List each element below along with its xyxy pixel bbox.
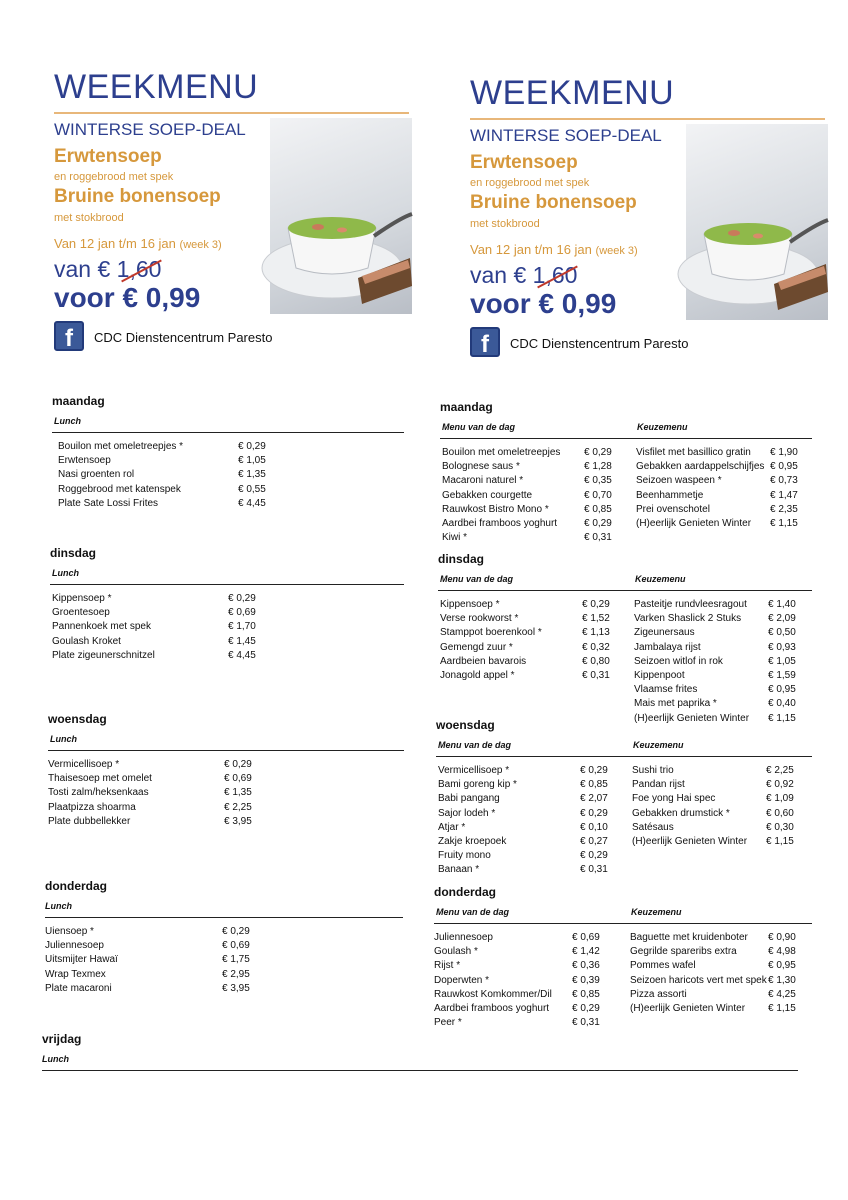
item-price: € 0,29	[222, 926, 250, 937]
item-name: Seizoen witlof in rok	[634, 655, 723, 667]
item-price: € 0,30	[766, 821, 794, 833]
item-name: Sushi trio	[632, 765, 674, 776]
item-name: Goulash *	[434, 946, 478, 958]
item-name: Zigeunersaus	[634, 627, 695, 639]
divider	[440, 438, 812, 439]
item-price: € 1,30	[768, 974, 796, 986]
day-name: dinsdag	[438, 552, 485, 566]
item-name: Seizoen waspeen *	[636, 475, 722, 487]
lunch-header: Lunch	[54, 416, 81, 426]
item-price: € 1,05	[238, 455, 266, 467]
item-name: Gebakken drumstick *	[632, 807, 730, 819]
day-name: woensdag	[48, 712, 107, 726]
lunch-header: Lunch	[42, 1054, 69, 1064]
old-price-value: 1,60	[532, 262, 578, 288]
item-name: Tosti zalm/heksenkaas	[48, 787, 149, 799]
item-name: Rauwkost Bistro Mono *	[442, 503, 549, 515]
item-name: Stamppot boerenkool *	[440, 627, 542, 639]
day-name: donderdag	[45, 879, 107, 893]
item-name: Plate macaroni	[45, 982, 112, 994]
item-name: Bouilon met omeletreepjes *	[58, 441, 184, 452]
divider	[45, 917, 403, 918]
divider	[434, 923, 812, 924]
lunch-header: Lunch	[50, 734, 77, 744]
soup2-sub: met stokbrood	[470, 218, 540, 230]
item-name: Pommes wafel	[630, 960, 696, 972]
menu-header: Menu van de dag	[440, 574, 514, 584]
item-name: Kiwi *	[442, 532, 468, 544]
item-price: € 0,31	[582, 669, 610, 681]
item-price: € 0,29	[584, 447, 612, 458]
item-price: € 2,95	[222, 968, 250, 980]
divider	[54, 112, 409, 114]
item-price: € 0,10	[580, 821, 608, 833]
item-name: (H)eerlijk Genieten Winter	[634, 712, 750, 724]
item-price: € 0,92	[766, 779, 794, 791]
item-price: € 2,09	[768, 613, 796, 625]
period-dates: Van 12 jan t/m 16 jan	[470, 242, 592, 257]
item-price: € 1,59	[768, 669, 796, 681]
item-price: € 0,32	[582, 641, 610, 653]
item-price: € 1,13	[582, 627, 610, 639]
old-price-label: van €	[470, 262, 527, 288]
item-price: € 0,69	[222, 940, 250, 952]
item-name: Fruity mono	[438, 850, 491, 862]
item-price: € 1,15	[768, 712, 796, 724]
item-name: Banaan *	[438, 864, 480, 876]
item-price: € 4,25	[768, 988, 796, 1000]
divider	[52, 432, 404, 433]
item-name: Gegrilde spareribs extra	[630, 946, 737, 958]
item-name: Atjar *	[438, 821, 466, 833]
item-price: € 0,29	[580, 765, 608, 776]
item-price: € 1,52	[582, 613, 610, 625]
soup-photo	[686, 124, 828, 320]
item-name: Pandan rijst	[632, 779, 685, 791]
item-price: € 0,93	[768, 641, 796, 653]
facebook-icon[interactable]: f	[470, 327, 500, 357]
item-name: Bolognese saus *	[442, 461, 520, 473]
item-price: € 0,69	[572, 932, 600, 943]
item-name: Baguette met kruidenboter	[630, 932, 748, 943]
item-price: € 1,35	[238, 469, 266, 481]
item-name: Uitsmijter Hawaï	[45, 954, 118, 966]
item-price: € 0,95	[770, 461, 798, 473]
item-price: € 0,29	[572, 1002, 600, 1014]
item-name: Varken Shaslick 2 Stuks	[634, 613, 742, 625]
item-name: Kippensoep *	[52, 593, 112, 604]
item-name: Seizoen haricots vert met spek	[630, 974, 767, 986]
item-price: € 1,90	[770, 447, 798, 458]
lunch-header: Lunch	[45, 901, 72, 911]
item-price: € 0,29	[224, 759, 252, 770]
item-price: € 0,73	[770, 475, 798, 487]
item-price: € 0,50	[768, 627, 796, 639]
item-price: € 0,31	[584, 532, 612, 544]
item-name: Aardbei framboos yoghurt	[434, 1002, 550, 1014]
item-price: € 0,29	[584, 517, 612, 529]
old-price-label: van €	[54, 256, 111, 282]
soup1-sub: en roggebrood met spek	[470, 177, 590, 189]
day-name: donderdag	[434, 885, 496, 899]
item-name: Aardbeien bavarois	[440, 655, 527, 667]
item-price: € 2,25	[224, 801, 252, 813]
item-price: € 0,70	[584, 489, 612, 501]
page-title: WEEKMENU	[54, 68, 259, 106]
menu-header: Menu van de dag	[438, 740, 512, 750]
day-name: maandag	[52, 394, 105, 408]
item-name: Prei ovenschotel	[636, 503, 710, 515]
item-price: € 1,47	[770, 489, 798, 501]
item-name: Jonagold appel *	[440, 669, 515, 681]
item-price: € 4,98	[768, 946, 796, 958]
item-name: Pasteitje rundvleesragout	[634, 599, 747, 610]
item-price: € 0,80	[582, 655, 610, 667]
new-price: voor € 0,99	[54, 282, 201, 313]
period-week: (week 3)	[595, 245, 638, 257]
day-name: vrijdag	[42, 1032, 82, 1046]
item-name: Vlaamse frites	[634, 684, 698, 696]
item-name: Thaisesoep met omelet	[48, 773, 152, 785]
item-name: Doperwten *	[434, 974, 490, 986]
item-name: Satésaus	[632, 821, 674, 833]
item-name: Beenhammetje	[636, 489, 704, 501]
item-price: € 2,35	[770, 503, 798, 515]
divider	[438, 590, 812, 591]
item-name: Verse rookworst *	[440, 613, 519, 625]
item-name: Gebakken aardappelschijfjes	[636, 461, 765, 473]
item-price: € 0,69	[228, 607, 256, 619]
item-name: Jambalaya rijst	[634, 641, 701, 653]
item-price: € 1,75	[222, 954, 250, 966]
item-price: € 0,31	[572, 1017, 600, 1029]
item-name: Sajor lodeh *	[438, 807, 496, 819]
item-name: Peer *	[434, 1017, 462, 1029]
period	[470, 242, 638, 257]
item-price: € 1,70	[228, 621, 256, 633]
item-name: Goulash Kroket	[52, 635, 121, 647]
item-name: Nasi groenten rol	[58, 469, 135, 481]
item-price: € 1,05	[768, 655, 796, 667]
item-name: Plate Sate Lossi Frites	[58, 497, 159, 509]
item-name: Erwtensoep	[58, 455, 111, 467]
item-price: € 1,35	[224, 787, 252, 799]
item-price: € 0,90	[768, 932, 796, 943]
item-price: € 4,45	[228, 649, 256, 661]
facebook-icon[interactable]: f	[54, 321, 84, 351]
item-price: € 0,29	[580, 807, 608, 819]
item-price: € 1,09	[766, 793, 794, 805]
item-name: Roggebrood met katenspek	[58, 483, 181, 495]
item-price: € 1,15	[770, 517, 798, 529]
item-price: € 0,29	[228, 593, 256, 604]
soup2-sub: met stokbrood	[54, 212, 124, 224]
divider	[470, 118, 825, 120]
facebook-text: CDC Dienstencentrum Paresto	[510, 336, 689, 351]
period-dates: Van 12 jan t/m 16 jan	[54, 236, 176, 251]
item-price: € 0,27	[580, 835, 608, 847]
item-name: (H)eerlijk Genieten Winter	[632, 835, 748, 847]
item-price: € 1,15	[766, 835, 794, 847]
soup2-name: Bruine bonensoep	[470, 192, 637, 213]
day-name: dinsdag	[50, 546, 97, 560]
item-name: Aardbei framboos yoghurt	[442, 517, 558, 529]
item-price: € 0,29	[238, 441, 266, 452]
divider	[436, 756, 812, 757]
item-name: Plate zigeunerschnitzel	[52, 649, 155, 661]
item-price: € 4,45	[238, 497, 266, 509]
item-price: € 0,60	[766, 807, 794, 819]
page-title: WEEKMENU	[470, 74, 675, 112]
item-name: Wrap Texmex	[45, 968, 106, 980]
item-name: Kippensoep *	[440, 599, 500, 610]
old-price	[54, 256, 161, 283]
item-name: Babi pangang	[438, 793, 500, 805]
period-week: (week 3)	[179, 239, 222, 251]
deal-title: WINTERSE SOEP-DEAL	[470, 126, 662, 145]
item-name: Juliennesoep	[45, 940, 104, 952]
item-price: € 0,35	[584, 475, 612, 487]
item-name: (H)eerlijk Genieten Winter	[636, 517, 752, 529]
new-price: voor € 0,99	[470, 288, 617, 319]
item-name: Vermicellisoep *	[438, 765, 510, 776]
item-price: € 3,95	[222, 982, 250, 994]
old-price	[470, 262, 577, 289]
period	[54, 236, 222, 251]
item-price: € 0,36	[572, 960, 600, 972]
item-price: € 1,15	[768, 1002, 796, 1014]
lunch-header: Lunch	[52, 568, 79, 578]
item-name: Rijst *	[434, 960, 461, 972]
soup1-sub: en roggebrood met spek	[54, 171, 174, 183]
item-name: Plate dubbellekker	[48, 815, 131, 827]
day-name: woensdag	[436, 718, 495, 732]
menu-header: Menu van de dag	[436, 907, 510, 917]
item-price: € 2,07	[580, 793, 608, 805]
item-name: Gemengd zuur *	[440, 641, 513, 653]
item-name: Pizza assorti	[630, 988, 687, 1000]
keuze-header: Keuzemenu	[637, 422, 688, 432]
item-name: Foe yong Hai spec	[632, 793, 716, 805]
old-price-value: 1,60	[116, 256, 162, 282]
divider	[42, 1070, 798, 1071]
item-name: Bouilon met omeletreepjes	[442, 447, 561, 458]
item-price: € 0,95	[768, 684, 796, 696]
item-price: € 0,95	[768, 960, 796, 972]
item-price: € 1,40	[768, 599, 796, 610]
item-name: Macaroni naturel *	[442, 475, 524, 487]
deal-title: WINTERSE SOEP-DEAL	[54, 120, 246, 139]
item-price: € 0,85	[580, 779, 608, 791]
item-name: Vermicellisoep *	[48, 759, 120, 770]
item-name: Pannenkoek met spek	[52, 621, 151, 633]
divider	[50, 584, 404, 585]
item-price: € 1,28	[584, 461, 612, 473]
soup1-name: Erwtensoep	[470, 152, 578, 173]
item-name: (H)eerlijk Genieten Winter	[630, 1002, 746, 1014]
item-name: Plaatpizza shoarma	[48, 801, 136, 813]
item-name: Zakje kroepoek	[438, 835, 507, 847]
item-price: € 3,95	[224, 815, 252, 827]
item-price: € 0,29	[580, 850, 608, 862]
item-name: Visfilet met basillico gratin	[636, 447, 751, 458]
item-name: Groentesoep	[52, 607, 110, 619]
item-price: € 1,42	[572, 946, 600, 958]
item-name: Bami goreng kip *	[438, 779, 517, 791]
item-name: Juliennesoep	[434, 932, 493, 943]
item-price: € 2,25	[766, 765, 794, 776]
soup2-name: Bruine bonensoep	[54, 186, 221, 207]
soup-photo	[270, 118, 412, 314]
item-price: € 0,85	[572, 988, 600, 1000]
item-name: Rauwkost Komkommer/Dil	[434, 988, 552, 1000]
item-name: Kippenpoot	[634, 669, 685, 681]
item-price: € 0,40	[768, 698, 796, 710]
divider	[48, 750, 404, 751]
item-name: Mais met paprika *	[634, 698, 717, 710]
day-name: maandag	[440, 400, 493, 414]
item-price: € 0,31	[580, 864, 608, 876]
menu-header: Menu van de dag	[442, 422, 516, 432]
item-price: € 1,45	[228, 635, 256, 647]
item-price: € 0,29	[582, 599, 610, 610]
keuze-header: Keuzemenu	[631, 907, 682, 917]
item-price: € 0,55	[238, 483, 266, 495]
item-price: € 0,85	[584, 503, 612, 515]
keuze-header: Keuzemenu	[633, 740, 684, 750]
facebook-text: CDC Dienstencentrum Paresto	[94, 330, 273, 345]
item-name: Uiensoep *	[45, 926, 94, 937]
item-price: € 0,69	[224, 773, 252, 785]
keuze-header: Keuzemenu	[635, 574, 686, 584]
soup1-name: Erwtensoep	[54, 146, 162, 167]
item-name: Gebakken courgette	[442, 489, 533, 501]
item-price: € 0,39	[572, 974, 600, 986]
